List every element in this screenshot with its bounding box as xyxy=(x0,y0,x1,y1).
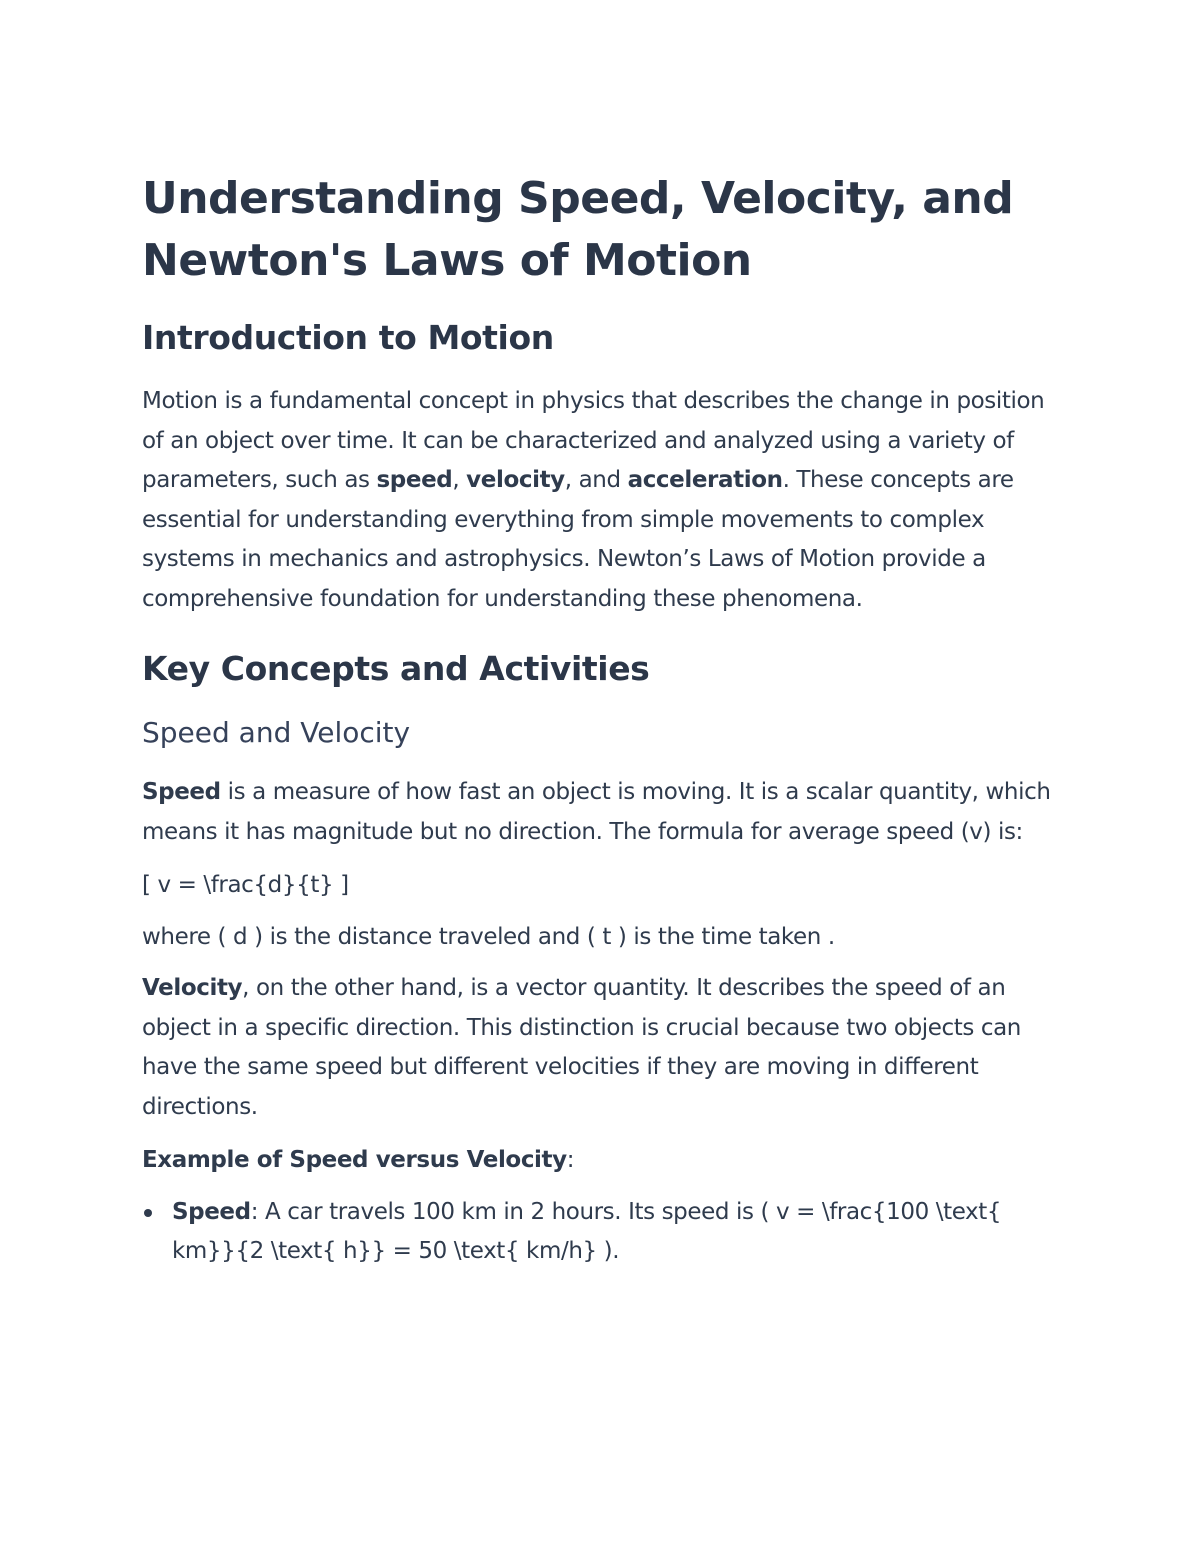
speed-definition: is a measure of how fast an object is moving. It is a scalar quantity, which means it has magnitude but no direction. The formula for average speed (v) is: xyxy=(142,779,1051,845)
term-speed: speed xyxy=(376,467,453,493)
example-heading xyxy=(142,1141,1062,1181)
document-page xyxy=(142,168,1062,1272)
example-list xyxy=(142,1193,1062,1272)
example-term: Speed xyxy=(172,1198,251,1225)
intro-text-4: . These concepts are essential for understanding everything from simple movements to complex systems in mechanics and astrophysics. Newton’s Laws of Motion provide a comprehensive foundation for understanding these phenomena. xyxy=(142,467,1014,612)
example-heading-colon: : xyxy=(566,1147,575,1173)
example-text: : A car travels 100 km in 2 hours. Its speed is ( v = \frac{100 \text{ km}}{2 \text{ h}} = 50 \text{ km/h} ). xyxy=(172,1198,1002,1264)
example-heading-text: Example of Speed versus Velocity xyxy=(142,1147,567,1173)
intro-text-2: , xyxy=(452,467,467,493)
subsection-heading-speed-velocity: Speed and Velocity xyxy=(142,716,411,749)
velocity-definition: , on the other hand, is a vector quantity. It describes the speed of an object in a specific direction. This distinction is crucial because two objects can have the same speed but different velocities if they are moving in different directions. xyxy=(142,975,1021,1120)
speed-paragraph xyxy=(142,773,1062,852)
term-acceleration: acceleration xyxy=(627,467,783,493)
velocity-term: Velocity xyxy=(142,975,243,1001)
formula-explanation: where ( d ) is the distance traveled and ( t ) is the time taken . xyxy=(142,923,835,950)
velocity-paragraph xyxy=(142,969,1062,1127)
section-heading-key-concepts: Key Concepts and Activities xyxy=(142,649,650,688)
intro-paragraph xyxy=(142,382,1062,619)
speed-formula: [ v = \frac{d}{t} ] xyxy=(142,872,349,898)
intro-text-1: Motion is a fundamental concept in physics that describes the change in position of an object over time. It can be characterized and analyzed using a variety of parameters, such as xyxy=(142,388,1045,493)
section-heading-introduction: Introduction to Motion xyxy=(142,318,554,357)
term-velocity: velocity xyxy=(466,467,565,493)
speed-term: Speed xyxy=(142,779,221,805)
list-item xyxy=(142,1193,1062,1272)
intro-text-3: , and xyxy=(564,467,628,493)
document-title: Understanding Speed, Velocity, and Newton's Laws of Motion xyxy=(142,173,1014,286)
